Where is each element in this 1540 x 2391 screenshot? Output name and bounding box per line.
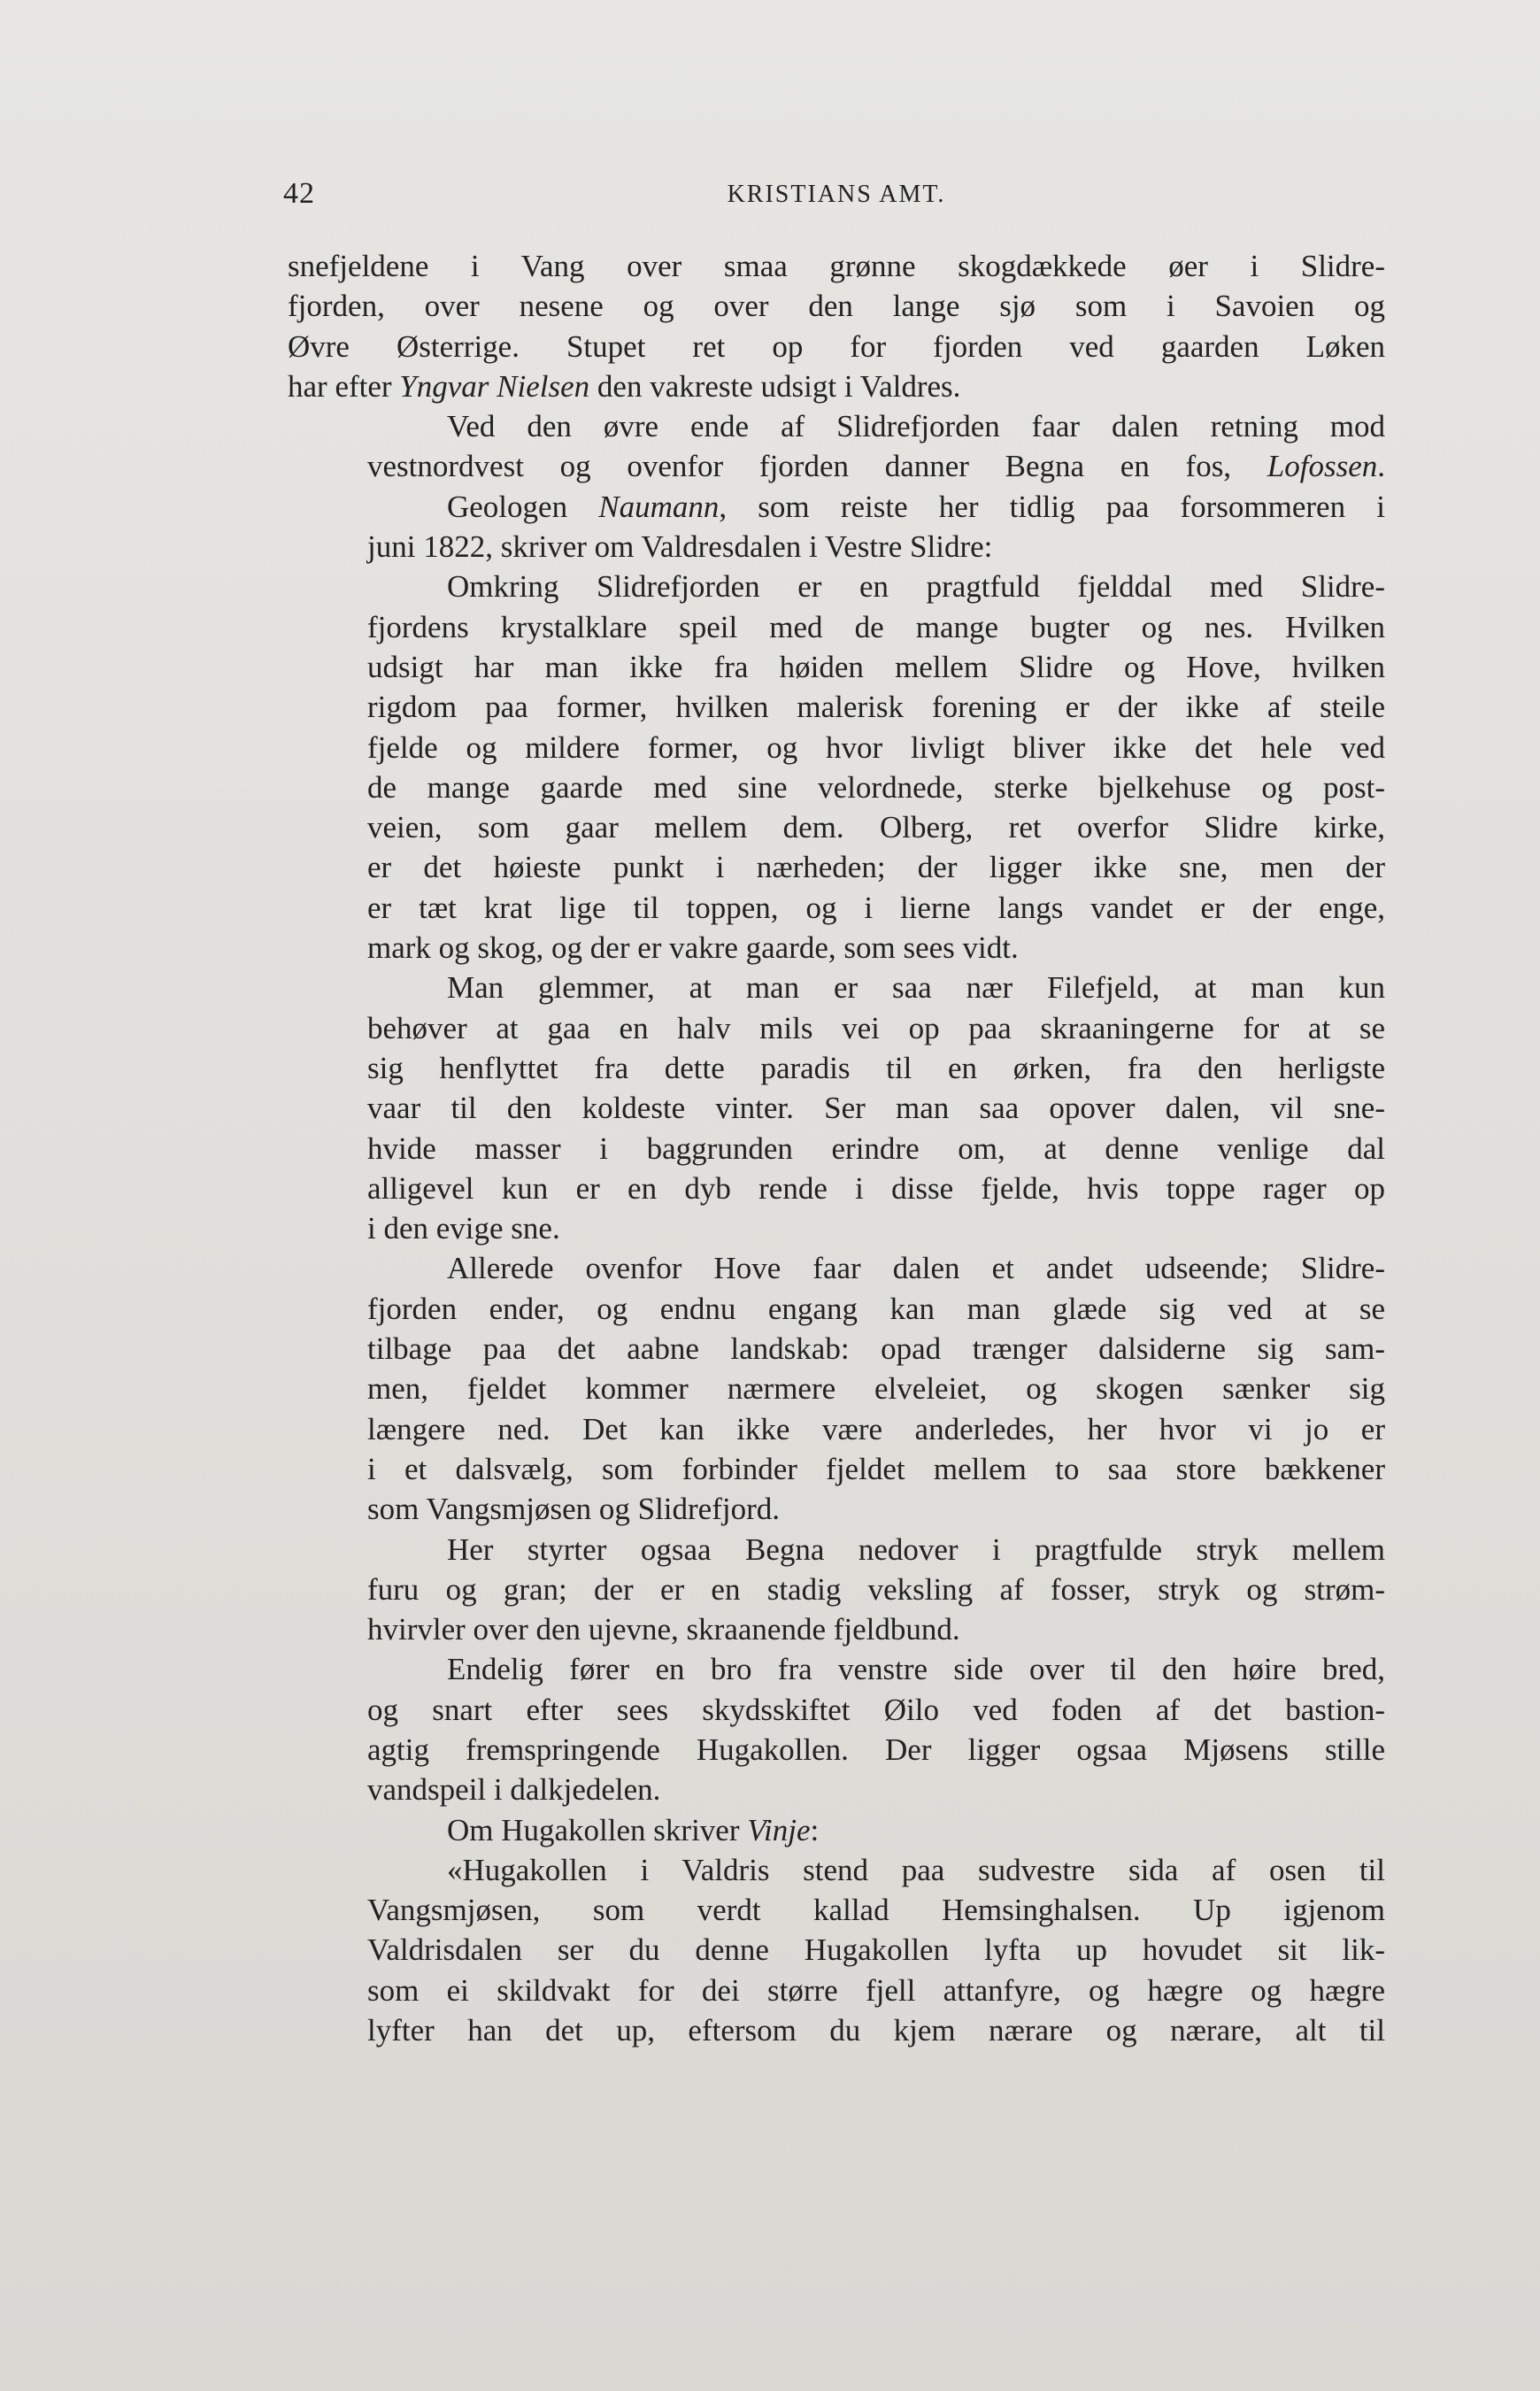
text-line: behøver at gaa en halv mils vei op paa skraaningerne for at se: [367, 1010, 1385, 1045]
text-line: vandspeil i dalkjedelen.: [367, 1772, 661, 1808]
text-line: Om Hugakollen skriver Vinje:: [447, 1812, 820, 1847]
paragraph: [288, 567, 1385, 968]
text-line: som Vangsmjøsen og Slidrefjord.: [367, 1492, 781, 1527]
text-line: juni 1822, skriver om Valdresdalen i Vestre Slidre:: [367, 529, 993, 565]
text-line: Geologen Naumann, som reiste her tidlig paa forsommeren i: [447, 489, 1385, 524]
paragraph: [288, 487, 1385, 567]
text-line: tilbage paa det aabne landskab: opad trænger dalsiderne sig sam-: [367, 1331, 1385, 1367]
text-line: Her styrter ogsaa Begna nedover i pragtfulde stryk mellem: [447, 1531, 1385, 1567]
text-line: lyfter han det up, eftersom du kjem nærare og nærare, alt til: [367, 2013, 1385, 2048]
text-line: er det høieste punkt i nærheden; der ligger ikke sne, men der: [367, 850, 1385, 885]
text-line: hvide masser i baggrunden erindre om, at denne venlige dal: [367, 1130, 1385, 1166]
page-number: 42: [283, 177, 315, 210]
text-line: hvirvler over den ujevne, skraanende fjeldbund.: [367, 1612, 960, 1647]
paragraph: [288, 246, 1385, 406]
text-line: Endelig fører en bro fra venstre side over til den høire bred,: [447, 1652, 1385, 1687]
text-line: længere ned. Det kan ikke være anderledes, her hvor vi jo er: [367, 1411, 1385, 1446]
text-line: Vangsmjøsen, som verdt kallad Hemsinghalsen. Up igjenom: [367, 1893, 1385, 1928]
text-line: vestnordvest og ovenfor fjorden danner Begna en fos, Lofossen.: [367, 449, 1385, 484]
text-line: de mange gaarde med sine velordnede, sterke bjelkehuse og post-: [367, 769, 1385, 805]
text-line: Ved den øvre ende af Slidrefjorden faar dalen retning mod: [447, 409, 1385, 444]
text-line: er tæt krat lige til toppen, og i lierne langs vandet er der enge,: [367, 890, 1385, 925]
text-line: Valdrisdalen ser du denne Hugakollen lyfta up hovudet sit lik-: [367, 1932, 1385, 1968]
paragraph: [288, 406, 1385, 487]
paragraph: [288, 1649, 1385, 1809]
body-text: [288, 246, 1385, 2050]
text-line: udsigt har man ikke fra høiden mellem Slidre og Hove, hvilken: [367, 649, 1385, 684]
text-line: Øvre Østerrige. Stupet ret op for fjorden ved gaarden Løken: [288, 328, 1385, 364]
text-line: furu og gran; der er en stadig veksling af fosser, stryk og strøm-: [367, 1571, 1385, 1607]
text-line: «Hugakollen i Valdris stend paa sudvestre sida af osen til: [447, 1852, 1385, 1887]
text-line: Omkring Slidrefjorden er en pragtfuld fjelddal med Slidre-: [447, 569, 1385, 605]
paragraph: [288, 968, 1385, 1248]
text-line: rigdom paa former, hvilken malerisk forening er der ikke af steile: [367, 690, 1385, 725]
text-line: snefjeldene i Vang over smaa grønne skogdækkede øer i Slidre-: [288, 249, 1385, 283]
text-line: mark og skog, og der er vakre gaarde, som sees vidt.: [367, 930, 1019, 966]
text-line: som ei skildvakt for dei større fjell attanfyre, og hægre og hægre: [367, 1972, 1385, 2008]
text-line: fjordens krystalklare speil med de mange bugter og nes. Hvilken: [367, 609, 1385, 644]
text-line: og snart efter sees skydsskiftet Øilo ved foden af det bastion-: [367, 1692, 1385, 1727]
text-line: fjelde og mildere former, og hvor livligt bliver ikke det hele ved: [367, 729, 1385, 765]
text-line: Man glemmer, at man er saa nær Filefjeld, at man kun: [447, 970, 1385, 1006]
text-line: fjorden, over nesene og over den lange sjø som i Savoien og: [288, 289, 1385, 324]
text-line: agtig fremspringende Hugakollen. Der ligger ogsaa Mjøsens stille: [367, 1732, 1385, 1767]
paragraph: [288, 1248, 1385, 1529]
paragraph: [288, 1530, 1385, 1650]
text-line: har efter Yngvar Nielsen den vakreste udsigt i Valdres.: [288, 368, 961, 404]
text-line: men, fjeldet kommer nærmere elveleiet, og skogen sænker sig: [367, 1371, 1385, 1407]
text-line: i den evige sne.: [367, 1211, 560, 1246]
text-line: fjorden ender, og endnu engang kan man glæde sig ved at se: [367, 1291, 1385, 1326]
text-line: alligevel kun er en dyb rende i disse fjelde, hvis toppe rager op: [367, 1170, 1385, 1206]
text-line: sig henflyttet fra dette paradis til en ørken, fra den herligste: [367, 1050, 1385, 1085]
text-line: i et dalsvælg, som forbinder fjeldet mellem to saa store bækkener: [367, 1451, 1385, 1486]
paragraph: [288, 1810, 1385, 1850]
text-line: veien, som gaar mellem dem. Olberg, ret overfor Slidre kirke,: [367, 810, 1385, 845]
text-line: vaar til den koldeste vinter. Ser man saa opover dalen, vil sne-: [367, 1091, 1385, 1126]
paragraph: [288, 1850, 1385, 2050]
running-head: KRISTIANS AMT.: [727, 181, 946, 208]
text-line: Allerede ovenfor Hove faar dalen et andet udseende; Slidre-: [447, 1251, 1385, 1286]
